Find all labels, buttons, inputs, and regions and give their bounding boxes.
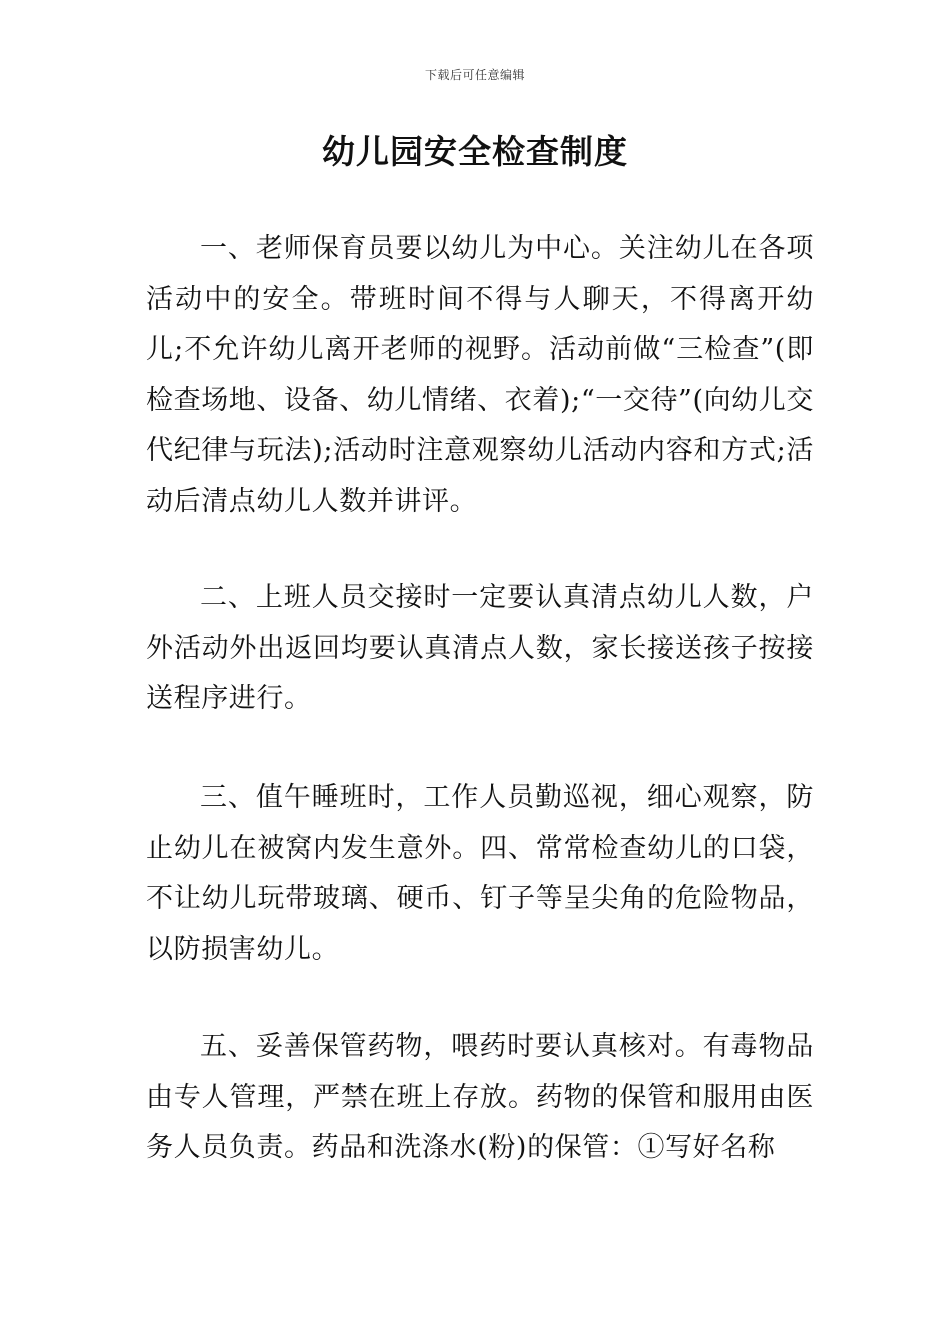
- header-note: 下载后可任意编辑: [424, 68, 525, 82]
- paragraph-2: 二、上班人员交接时一定要认真清点幼儿人数，户外活动外出返回均要认真清点人数，家长接送孩子按接送程序进行。: [146, 582, 814, 714]
- paragraph-1: 一、老师保育员要以幼儿为中心。关注幼儿在各项活动中的安全。带班时间不得与人聊天，不得离开幼儿;不允许幼儿离开老师的视野。活动前做“三检查”(即检查场地、设备、幼儿情绪、衣着);“一交待”(向幼儿交代纪律与玩法);活动时注意观察幼儿活动内容和方式;活动后清点幼儿人数并讲评。: [146, 233, 814, 517]
- paragraph-3: 三、值午睡班时，工作人员勤巡视，细心观察，防止幼儿在被窝内发生意外。四、常常检查幼儿的口袋，不让幼儿玩带玻璃、硬币、钉子等呈尖角的危险物品，以防损害幼儿。: [146, 782, 814, 965]
- paragraph-4: 五、妥善保管药物，喂药时要认真核对。有毒物品由专人管理，严禁在班上存放。药物的保管和服用由医务人员负责。药品和洗涤水(粉)的保管：①写好名称: [146, 1031, 814, 1163]
- document-title: 幼儿园安全检查制度: [322, 132, 628, 171]
